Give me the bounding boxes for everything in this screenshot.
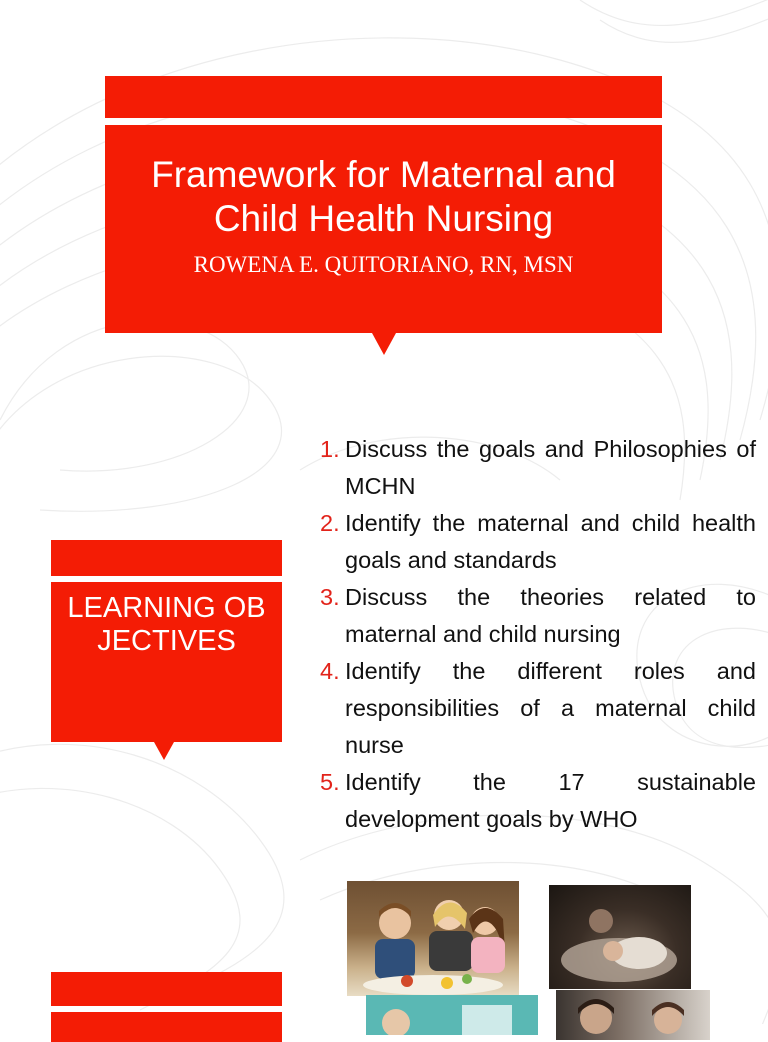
objectives-pointer-arrow xyxy=(154,742,174,760)
objective-text: Identify the maternal and child health goals and standards xyxy=(345,510,756,573)
title-top-bar xyxy=(105,76,662,118)
title-box xyxy=(105,125,662,333)
objective-number: 5. xyxy=(320,769,340,795)
objective-text: Identify the different roles and responsibilities of a maternal child nurse xyxy=(345,658,756,758)
presentation-title: Framework for Maternal and Child Health Nursing xyxy=(151,154,616,239)
objective-text: Discuss the theories related to maternal and child nursing xyxy=(345,584,756,647)
objective-number: 1. xyxy=(320,436,340,462)
photo-family-meal xyxy=(347,881,519,996)
objective-item xyxy=(320,431,756,505)
next-slide-top-bar xyxy=(51,972,282,1006)
title-pointer-arrow xyxy=(372,333,396,355)
photo-nurses-partial xyxy=(556,990,710,1040)
objectives-top-bar xyxy=(51,540,282,576)
photo-teal-partial xyxy=(366,995,538,1035)
author-name: ROWENA E. QUITORIANO, RN, MSN xyxy=(193,252,574,277)
objective-number: 4. xyxy=(320,658,340,684)
objectives-list xyxy=(320,431,756,838)
objective-text: Identify the 17 sustainable development goals by WHO xyxy=(345,769,756,832)
objective-item xyxy=(320,579,756,653)
objective-item xyxy=(320,653,756,764)
objective-number: 2. xyxy=(320,510,340,536)
photo-mother-baby xyxy=(549,885,691,989)
next-slide-heading-box xyxy=(51,1012,282,1042)
objectives-heading-box xyxy=(51,582,282,742)
objective-number: 3. xyxy=(320,584,340,610)
objectives-heading: LEARNING OBJECTIVES xyxy=(67,592,266,657)
objective-item xyxy=(320,764,756,838)
objective-text: Discuss the goals and Philosophies of MCHN xyxy=(345,436,756,499)
objective-item xyxy=(320,505,756,579)
